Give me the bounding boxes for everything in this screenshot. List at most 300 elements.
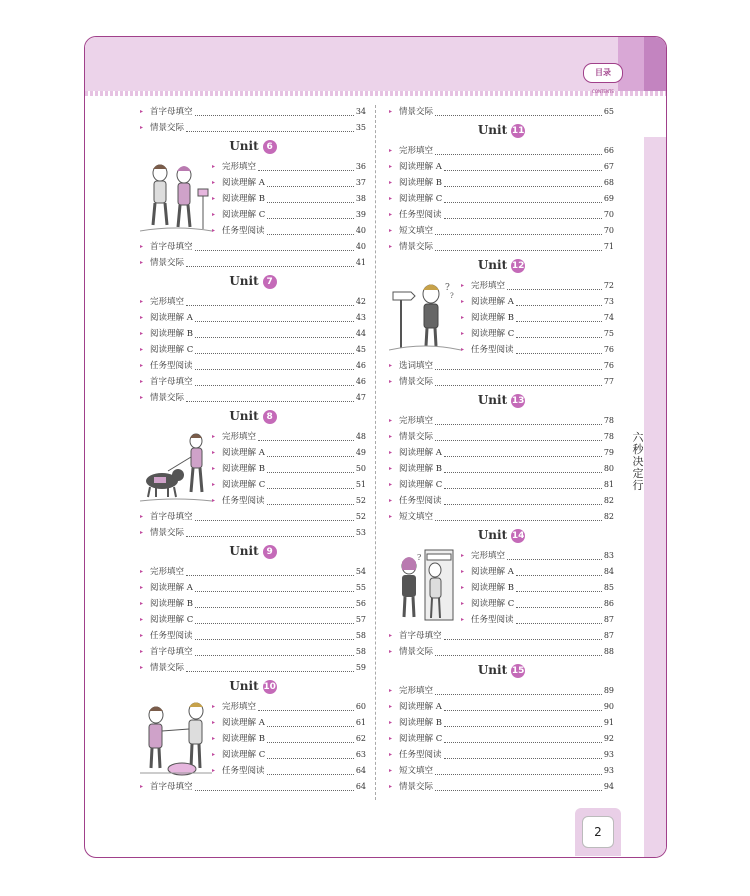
bullet-triangle-icon: ▸ xyxy=(140,108,144,115)
bullet-triangle-icon: ▸ xyxy=(212,481,216,488)
toc-entry-label: 完形填空 xyxy=(150,297,185,307)
toc-entry xyxy=(212,461,366,477)
bullet-triangle-icon: ▸ xyxy=(140,568,144,575)
toc-entry-page: 59 xyxy=(355,663,366,672)
leader-dots xyxy=(267,234,354,235)
toc-entry xyxy=(140,644,366,660)
toc-entry xyxy=(140,239,366,255)
bullet-triangle-icon: ▸ xyxy=(212,703,216,710)
toc-entry-label: 完形填空 xyxy=(399,686,434,696)
toc-entry-page: 73 xyxy=(603,297,614,306)
toc-entry-label: 阅读理解 A xyxy=(150,583,193,593)
toc-entry xyxy=(389,461,614,477)
bullet-triangle-icon: ▸ xyxy=(212,195,216,202)
leader-dots xyxy=(516,321,602,322)
toc-entry xyxy=(389,699,614,715)
toc-entry xyxy=(389,731,614,747)
bullet-triangle-icon: ▸ xyxy=(140,584,144,591)
toc-entry-label: 首字母填空 xyxy=(150,107,193,117)
toc-entry-page: 47 xyxy=(355,393,366,402)
toc-entry-label: 阅读理解 C xyxy=(150,345,194,355)
toc-entry-label: 首字母填空 xyxy=(150,647,193,657)
header-stripe xyxy=(85,91,666,96)
toc-entry xyxy=(212,763,366,779)
toc-entry xyxy=(389,207,614,223)
toc-entry-label: 阅读理解 A xyxy=(222,178,265,188)
toc-entry xyxy=(389,509,614,525)
bullet-triangle-icon: ▸ xyxy=(389,362,393,369)
toc-entry-label: 阅读理解 A xyxy=(471,567,514,577)
unit-number-badge: 7 xyxy=(263,275,277,289)
toc-entry-page: 64 xyxy=(355,782,366,791)
leader-dots xyxy=(267,202,354,203)
bullet-triangle-icon: ▸ xyxy=(389,195,393,202)
leader-dots xyxy=(267,726,354,727)
unit-word: Unit xyxy=(229,679,259,693)
leader-dots xyxy=(186,305,354,306)
illustrated-group xyxy=(140,429,366,509)
toc-entry-label: 完形填空 xyxy=(399,146,434,156)
toc-entry-label: 完形填空 xyxy=(471,281,506,291)
toc-entry-page: 52 xyxy=(355,496,366,505)
spine-char: 行 xyxy=(632,479,644,492)
leader-dots xyxy=(435,115,602,116)
bullet-triangle-icon: ▸ xyxy=(140,513,144,520)
leader-dots xyxy=(435,774,602,775)
toc-entry xyxy=(389,143,614,159)
bullet-triangle-icon: ▸ xyxy=(461,314,465,321)
bullet-triangle-icon: ▸ xyxy=(461,298,465,305)
bullet-triangle-icon: ▸ xyxy=(389,719,393,726)
leader-dots xyxy=(258,170,354,171)
leader-dots xyxy=(267,456,354,457)
toc-entry-label: 阅读理解 C xyxy=(471,329,515,339)
toc-entry-page: 43 xyxy=(355,313,366,322)
leader-dots xyxy=(258,440,354,441)
toc-entry-page: 76 xyxy=(603,361,614,370)
unit-heading xyxy=(389,393,614,413)
toc-entry-label: 阅读理解 B xyxy=(471,583,514,593)
leader-dots xyxy=(195,353,354,354)
unit-number-badge: 13 xyxy=(511,396,525,406)
leader-dots xyxy=(186,131,354,132)
unit-number-badge: 8 xyxy=(263,410,277,424)
unit-heading xyxy=(140,139,366,159)
toc-entry-label: 完形填空 xyxy=(222,162,257,172)
leader-dots xyxy=(195,337,354,338)
girls-at-door-illustration xyxy=(389,548,461,626)
toc-entry-page: 38 xyxy=(355,194,366,203)
toc-entry-page: 78 xyxy=(603,432,614,441)
toc-entry-page: 78 xyxy=(603,416,614,425)
toc-entry xyxy=(461,326,614,342)
boy-walking-dog-illustration xyxy=(140,429,212,507)
toc-entry xyxy=(389,747,614,763)
leader-dots xyxy=(195,591,354,592)
toc-entry-label: 阅读理解 B xyxy=(150,329,193,339)
toc-entry-page: 90 xyxy=(603,702,614,711)
toc-entry-label: 阅读理解 A xyxy=(399,702,442,712)
leader-dots xyxy=(195,250,354,251)
toc-entry xyxy=(461,612,614,628)
bullet-triangle-icon: ▸ xyxy=(389,108,393,115)
bullet-triangle-icon: ▸ xyxy=(389,481,393,488)
unit-word: Unit xyxy=(477,258,508,272)
toc-entry-label: 情景交际 xyxy=(150,393,185,403)
leader-dots xyxy=(186,671,354,672)
toc-entry xyxy=(140,310,366,326)
toc-entry-page: 91 xyxy=(603,718,614,727)
leader-dots xyxy=(435,250,602,251)
leader-dots xyxy=(444,710,602,711)
contents-logo-sub: CONTENTS xyxy=(592,89,614,94)
toc-entry xyxy=(461,564,614,580)
unit-heading xyxy=(389,123,614,143)
toc-entry-page: 48 xyxy=(355,432,366,441)
toc-entry-page: 51 xyxy=(355,480,366,489)
toc-entry-label: 首字母填空 xyxy=(150,512,193,522)
contents-logo-text: 目录 xyxy=(595,68,611,77)
toc-entry-page: 44 xyxy=(355,329,366,338)
illustrated-group-entries xyxy=(212,699,366,779)
toc-entry-label: 任务型阅读 xyxy=(471,615,514,625)
svg-text:?: ? xyxy=(450,292,454,300)
toc-entry-label: 阅读理解 C xyxy=(399,194,443,204)
toc-entry-page: 88 xyxy=(603,647,614,656)
toc-entry-page: 56 xyxy=(355,599,366,608)
leader-dots xyxy=(195,520,354,521)
leader-dots xyxy=(435,790,602,791)
toc-entry xyxy=(461,310,614,326)
toc-entry xyxy=(140,660,366,676)
unit-heading xyxy=(140,274,366,294)
unit-word: Unit xyxy=(477,663,508,677)
unit-heading xyxy=(389,528,614,548)
toc-entry-page: 70 xyxy=(603,226,614,235)
header-corner-dark xyxy=(644,37,666,91)
toc-entry-page: 82 xyxy=(603,512,614,521)
toc-entry-label: 任务型阅读 xyxy=(222,496,265,506)
toc-entry xyxy=(212,493,366,509)
bullet-triangle-icon: ▸ xyxy=(461,616,465,623)
page-number: 2 xyxy=(582,816,614,848)
toc-entry-label: 完形填空 xyxy=(399,416,434,426)
bullet-triangle-icon: ▸ xyxy=(212,767,216,774)
bullet-triangle-icon: ▸ xyxy=(389,735,393,742)
leader-dots xyxy=(516,607,602,608)
toc-entry-label: 阅读理解 C xyxy=(471,599,515,609)
bullet-triangle-icon: ▸ xyxy=(140,259,144,266)
toc-entry-page: 39 xyxy=(355,210,366,219)
leader-dots xyxy=(435,694,602,695)
unit-number-badge: 15 xyxy=(511,666,525,676)
toc-entry-label: 情景交际 xyxy=(399,377,434,387)
toc-entry-page: 34 xyxy=(355,107,366,116)
toc-entry xyxy=(461,580,614,596)
toc-entry-page: 40 xyxy=(355,242,366,251)
toc-entry xyxy=(389,445,614,461)
toc-entry xyxy=(389,413,614,429)
toc-entry xyxy=(389,358,614,374)
toc-entry-page: 87 xyxy=(603,631,614,640)
toc-entry-label: 情景交际 xyxy=(150,528,185,538)
leader-dots xyxy=(516,623,602,624)
toc-entry-label: 任务型阅读 xyxy=(222,226,265,236)
unit-heading xyxy=(140,409,366,429)
bullet-triangle-icon: ▸ xyxy=(389,163,393,170)
leader-dots xyxy=(195,790,354,791)
toc-entry-page: 71 xyxy=(603,242,614,251)
toc-entry-label: 短文填空 xyxy=(399,512,434,522)
toc-entry-page: 86 xyxy=(603,599,614,608)
toc-entry-label: 短文填空 xyxy=(399,226,434,236)
unit-word: Unit xyxy=(229,544,259,558)
unit-number-badge: 11 xyxy=(511,126,525,136)
contents-logo xyxy=(583,63,623,94)
spine-title xyxy=(627,432,649,492)
bullet-triangle-icon: ▸ xyxy=(389,648,393,655)
toc-entry-label: 阅读理解 B xyxy=(471,313,514,323)
leader-dots xyxy=(444,488,602,489)
toc-entry-page: 50 xyxy=(355,464,366,473)
toc-entry xyxy=(389,374,614,390)
toc-entry-page: 35 xyxy=(355,123,366,132)
toc-entry-page: 54 xyxy=(355,567,366,576)
illustrated-group xyxy=(140,159,366,239)
bullet-triangle-icon: ▸ xyxy=(140,648,144,655)
leader-dots xyxy=(195,369,354,370)
toc-entry-label: 任务型阅读 xyxy=(150,631,193,641)
toc-entry xyxy=(212,207,366,223)
toc-entry-label: 阅读理解 A xyxy=(150,313,193,323)
toc-entry xyxy=(140,612,366,628)
illustrated-group-entries xyxy=(212,159,366,239)
leader-dots xyxy=(444,742,602,743)
toc-entry xyxy=(461,278,614,294)
bullet-triangle-icon: ▸ xyxy=(212,751,216,758)
toc-entry-page: 94 xyxy=(603,782,614,791)
toc-entry-page: 89 xyxy=(603,686,614,695)
toc-entry-page: 77 xyxy=(603,377,614,386)
toc-entry xyxy=(389,477,614,493)
toc-entry-label: 任务型阅读 xyxy=(150,361,193,371)
toc-entry xyxy=(140,779,366,795)
svg-text:?: ? xyxy=(445,283,450,293)
toc-entry-label: 情景交际 xyxy=(399,242,434,252)
toc-entry xyxy=(389,779,614,795)
leader-dots xyxy=(435,440,602,441)
toc-entry-page: 80 xyxy=(603,464,614,473)
toc-entry-page: 72 xyxy=(603,281,614,290)
toc-entry-label: 阅读理解 A xyxy=(471,297,514,307)
toc-entry-label: 阅读理解 C xyxy=(222,480,266,490)
bullet-triangle-icon: ▸ xyxy=(461,330,465,337)
bullet-triangle-icon: ▸ xyxy=(140,632,144,639)
bullet-triangle-icon: ▸ xyxy=(389,767,393,774)
toc-entry-label: 短文填空 xyxy=(399,766,434,776)
bullet-triangle-icon: ▸ xyxy=(389,497,393,504)
toc-entry xyxy=(461,548,614,564)
toc-entry-label: 任务型阅读 xyxy=(399,496,442,506)
toc-entry xyxy=(461,294,614,310)
boy-at-signpost-illustration xyxy=(389,278,461,356)
toc-entry xyxy=(212,191,366,207)
bullet-triangle-icon: ▸ xyxy=(389,465,393,472)
bullet-triangle-icon: ▸ xyxy=(461,552,465,559)
unit-number-badge: 10 xyxy=(263,682,276,692)
toc-entry-label: 情景交际 xyxy=(399,432,434,442)
toc-entry xyxy=(140,255,366,271)
bullet-triangle-icon: ▸ xyxy=(389,378,393,385)
toc-entry-page: 58 xyxy=(355,647,366,656)
toc-entry xyxy=(389,628,614,644)
toc-entry xyxy=(212,175,366,191)
bullet-triangle-icon: ▸ xyxy=(140,314,144,321)
illustrated-group-entries xyxy=(461,548,614,628)
unit-word: Unit xyxy=(229,274,259,288)
toc-entry-page: 57 xyxy=(355,615,366,624)
toc-entry-label: 阅读理解 B xyxy=(222,194,265,204)
toc-entry xyxy=(140,358,366,374)
bullet-triangle-icon: ▸ xyxy=(140,783,144,790)
toc-entry-label: 首字母填空 xyxy=(150,377,193,387)
bullet-triangle-icon: ▸ xyxy=(212,433,216,440)
illustrated-group xyxy=(389,548,614,628)
bullet-triangle-icon: ▸ xyxy=(140,362,144,369)
unit-word: Unit xyxy=(477,528,508,542)
bullet-triangle-icon: ▸ xyxy=(140,378,144,385)
leader-dots xyxy=(435,424,602,425)
bullet-triangle-icon: ▸ xyxy=(389,147,393,154)
toc-entry xyxy=(389,159,614,175)
toc-entry xyxy=(389,715,614,731)
toc-entry-label: 首字母填空 xyxy=(150,242,193,252)
leader-dots xyxy=(186,575,354,576)
toc-entry xyxy=(389,493,614,509)
toc-entry xyxy=(212,445,366,461)
toc-entry-page: 55 xyxy=(355,583,366,592)
toc-entry xyxy=(140,509,366,525)
toc-entry-label: 阅读理解 B xyxy=(399,718,442,728)
side-tab xyxy=(644,137,666,858)
toc-entry-page: 75 xyxy=(603,329,614,338)
leader-dots xyxy=(195,607,354,608)
toc-entry-page: 64 xyxy=(355,766,366,775)
leader-dots xyxy=(444,456,602,457)
two-people-exchange-illustration xyxy=(140,699,212,777)
toc-entry-page: 81 xyxy=(603,480,614,489)
toc-entry xyxy=(212,699,366,715)
bullet-triangle-icon: ▸ xyxy=(389,211,393,218)
leader-dots xyxy=(267,742,354,743)
toc-entry xyxy=(140,564,366,580)
toc-entry-page: 84 xyxy=(603,567,614,576)
toc-entry xyxy=(212,747,366,763)
unit-word: Unit xyxy=(477,123,508,137)
bullet-triangle-icon: ▸ xyxy=(389,433,393,440)
leader-dots xyxy=(444,186,602,187)
leader-dots xyxy=(507,559,602,560)
illustrated-group xyxy=(389,278,614,358)
illustrated-group xyxy=(140,699,366,779)
toc-entry-page: 36 xyxy=(355,162,366,171)
leader-dots xyxy=(435,154,602,155)
toc-entry xyxy=(140,390,366,406)
toc-entry-label: 任务型阅读 xyxy=(399,210,442,220)
toc-entry xyxy=(212,477,366,493)
bullet-triangle-icon: ▸ xyxy=(212,227,216,234)
toc-entry-page: 37 xyxy=(355,178,366,187)
leader-dots xyxy=(267,472,354,473)
toc-entry-page: 69 xyxy=(603,194,614,203)
toc-entry-label: 阅读理解 C xyxy=(222,750,266,760)
spine-char: 定 xyxy=(632,467,644,480)
toc-entry-label: 阅读理解 A xyxy=(222,448,265,458)
toc-entry-page: 65 xyxy=(603,107,614,116)
leader-dots xyxy=(195,639,354,640)
toc-entry-label: 完形填空 xyxy=(471,551,506,561)
bullet-triangle-icon: ▸ xyxy=(389,687,393,694)
toc-entry xyxy=(389,104,614,120)
toc-entry xyxy=(140,628,366,644)
toc-entry xyxy=(212,159,366,175)
toc-entry-label: 任务型阅读 xyxy=(399,750,442,760)
leader-dots xyxy=(444,170,602,171)
toc-entry-page: 63 xyxy=(355,750,366,759)
toc-entry-page: 85 xyxy=(603,583,614,592)
toc-entry-label: 阅读理解 C xyxy=(399,734,443,744)
toc-entry xyxy=(140,326,366,342)
bullet-triangle-icon: ▸ xyxy=(389,449,393,456)
leader-dots xyxy=(516,337,602,338)
leader-dots xyxy=(186,401,354,402)
toc-entry-label: 情景交际 xyxy=(150,123,185,133)
leader-dots xyxy=(267,488,354,489)
bullet-triangle-icon: ▸ xyxy=(389,632,393,639)
bullet-triangle-icon: ▸ xyxy=(212,465,216,472)
toc-entry-label: 情景交际 xyxy=(150,663,185,673)
bullet-triangle-icon: ▸ xyxy=(389,703,393,710)
leader-dots xyxy=(516,591,602,592)
leader-dots xyxy=(195,321,354,322)
unit-number-badge: 14 xyxy=(511,531,525,541)
toc-entry-page: 61 xyxy=(355,718,366,727)
unit-heading xyxy=(140,679,366,699)
toc-entry xyxy=(389,239,614,255)
leader-dots xyxy=(195,623,354,624)
toc-right-column xyxy=(389,104,614,795)
spine-char: 决 xyxy=(632,455,644,468)
toc-entry xyxy=(389,644,614,660)
illustrated-group-entries xyxy=(212,429,366,509)
toc-entry-page: 93 xyxy=(603,766,614,775)
bullet-triangle-icon: ▸ xyxy=(212,211,216,218)
toc-entry-label: 完形填空 xyxy=(150,567,185,577)
toc-entry-label: 情景交际 xyxy=(399,647,434,657)
bullet-triangle-icon: ▸ xyxy=(461,346,465,353)
toc-entry-label: 情景交际 xyxy=(399,107,434,117)
bullet-triangle-icon: ▸ xyxy=(389,417,393,424)
toc-entry-page: 46 xyxy=(355,377,366,386)
unit-number-badge: 12 xyxy=(511,261,525,271)
two-kids-walking-illustration xyxy=(140,159,212,237)
spine-char: 秒 xyxy=(632,443,644,456)
toc-entry xyxy=(389,223,614,239)
toc-entry-page: 76 xyxy=(603,345,614,354)
bullet-triangle-icon: ▸ xyxy=(140,298,144,305)
toc-entry xyxy=(212,715,366,731)
toc-entry xyxy=(140,374,366,390)
